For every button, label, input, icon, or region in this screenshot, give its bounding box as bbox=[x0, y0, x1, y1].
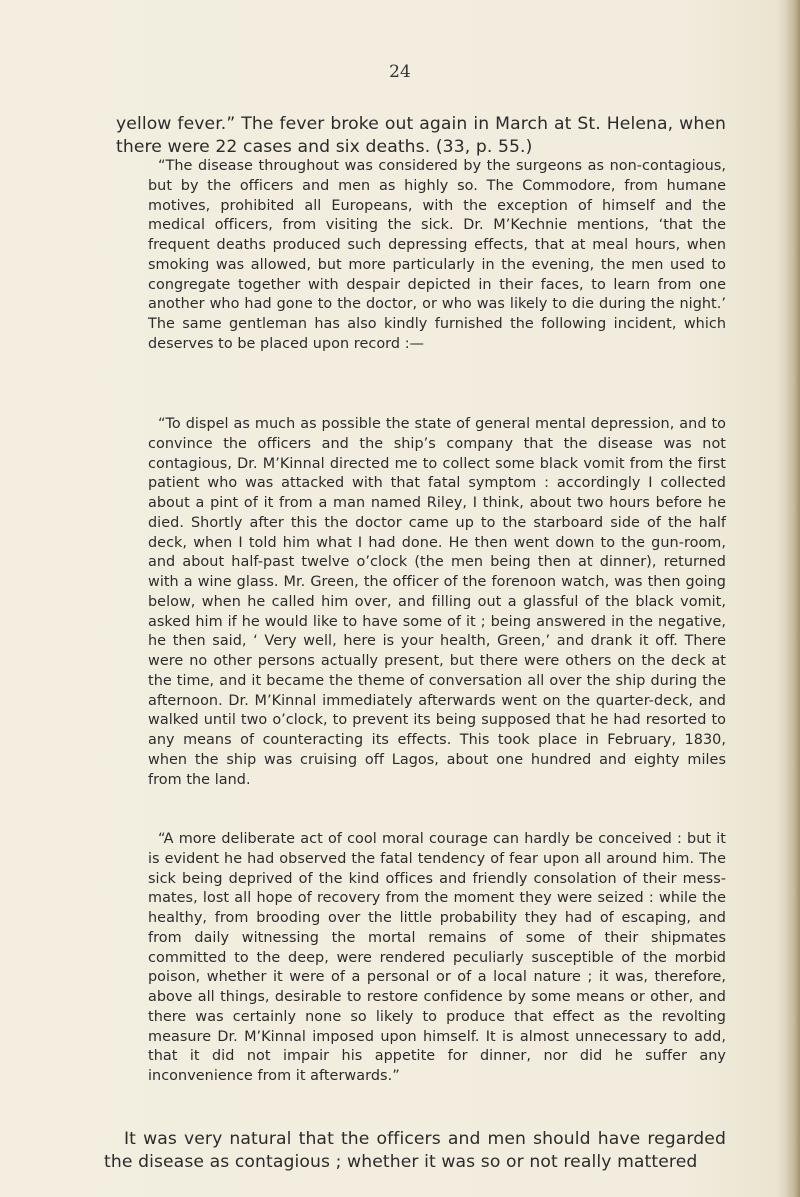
paragraph-intro: yellow fever.” The fever broke out again in March at St. Helena, when there were 22 cases and six deaths. (33, p. 55.) bbox=[116, 114, 726, 157]
paragraph-quote-2: “To dispel as much as possible the state of general mental depression, and to convince the officers and the ship’s company that the disease was not contagious, Dr. M’Kinnal directed me to collect some black vomit from the first patient who was attacked with that fatal symptom : accordingly I collected about a pint of it from a man named Riley, I think, about two hours before he died. Shortly after this the doctor came up to the starboard side of the half deck, when I told him what I had done. He then went down to the gun-room, and about half-past twelve o’clock (the men being then at dinner), returned with a wine glass. Mr. Green, the officer of the forenoon watch, was then going below, when he called him over, and filling out a glassful of the black vomit, asked him if he would like to have some of it ; being answered in the negative, he then said, ‘ Very well, here is your health, Green,’ and drank it off. There were no other persons actually present, but there were others on the deck at the time, and it became the theme of conversation all over the ship during the afternoon. Dr. M’Kinnal immediately afterwards went on the quarter-deck, and walked until two o’clock, to prevent its being supposed that he had resorted to any means of counteracting its effects. This took place in February, 1830, when the ship was cruising off Lagos, about one hundred and eighty miles from the land. bbox=[148, 416, 726, 788]
page-number: 24 bbox=[389, 62, 411, 82]
page-edge-shadow bbox=[786, 0, 800, 1197]
paragraph-closing: It was very natural that the officers and men should have regarded the disease as contagious ; whether it was so or not really mattered bbox=[104, 1129, 726, 1172]
paragraph-quote-3: “A more deliberate act of cool moral courage can hardly be conceived : but it is evident he had observed the fatal tendency of fear upon all around him. The sick being deprived of the kind offices and friendly consolation of their mess-mates, lost all hope of recovery from the moment they were seized : while the healthy, from brooding over the little probability they had of escaping, and from daily witnessing the mortal remains of some of their shipmates committed to the deep, were rendered peculiarly susceptible of the morbid poison, whether it were of a personal or of a local nature ; it was, therefore, above all things, desirable to restore confidence by some means or other, and there was certainly none so likely to produce that effect as the revolting measure Dr. M’Kinnal imposed upon himself. It is almost unnecessary to add, that it did not impair his appetite for dinner, nor did he suffer any inconvenience from it afterwards.” bbox=[148, 831, 726, 1084]
paragraph-quote-1: “The disease throughout was considered by the surgeons as non-contagious, but by the officers and men as highly so. The Commodore, from humane motives, prohibited all Europeans, with the exception of himself and the medical officers, from visiting the sick. Dr. M’Kechnie mentions, ‘that the frequent deaths produced such depressing effects, that at meal hours, when smoking was allowed, but more particularly in the evening, the men used to congregate together with despair depicted in their faces, to learn from one another who had gone to the doctor, or who was likely to die during the night.’ The same gentleman has also kindly furnished the following incident, which deserves to be placed upon record :— bbox=[148, 158, 726, 352]
